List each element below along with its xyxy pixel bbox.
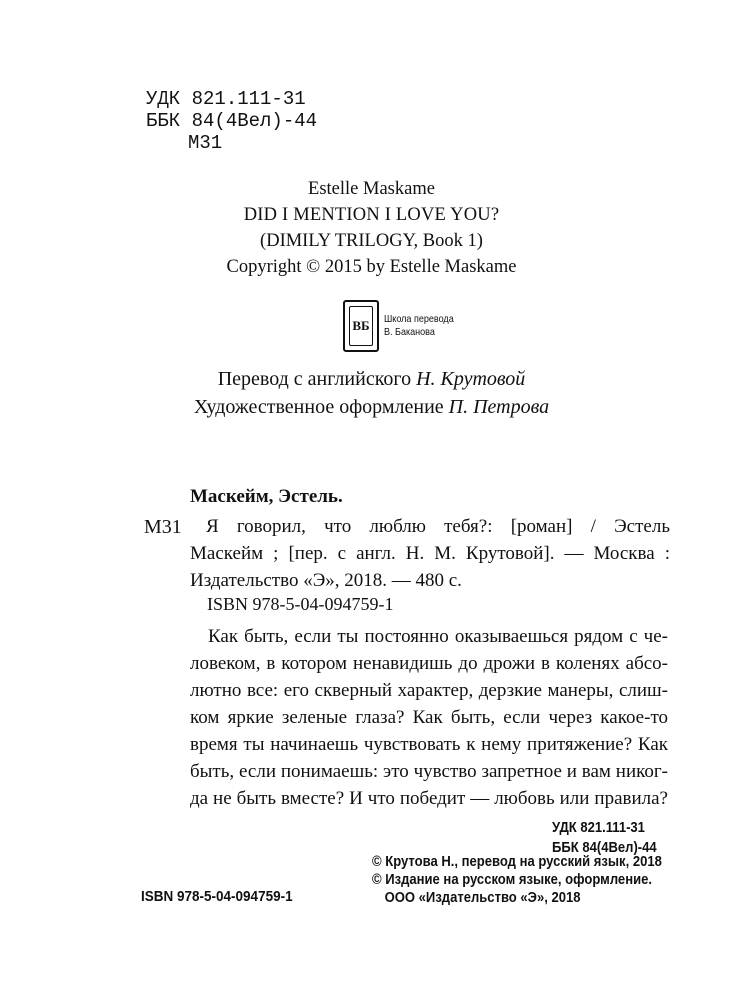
annotation (190, 623, 668, 812)
annotation-line: лютно все: его скверный характер, дерзкие манеры, слиш- (190, 680, 668, 701)
original-title: DID I MENTION I LOVE YOU? (243, 205, 500, 225)
translator-name: Н. Крутовой (416, 368, 526, 390)
design-credit: Художественное оформление П. Петрова (193, 396, 550, 418)
copyright-line-2: © Издание на русском языке, оформление. (372, 872, 652, 888)
footer-copyright (372, 853, 694, 907)
catalog-description (190, 513, 670, 594)
annotation-line: время ты начинаешь чувствовать к нему притяжение? Как (190, 734, 668, 755)
catalog-heading: Маскейм, Эстель. (190, 486, 343, 507)
annotation-line: да не быть вместе? И что победит — любовь или правила? (190, 788, 668, 809)
annotation-line: быть, если понимаешь: это чувство запретное и вам никог- (190, 761, 668, 782)
author-mark: М31 (188, 132, 223, 154)
catalog-line: Я говорил, что люблю тебя?: [роман] / Эстель (206, 516, 670, 537)
catalog-line: Издательство «Э», 2018. — 480 с. (190, 570, 462, 591)
classification-codes (146, 88, 317, 154)
translation-school-emblem-icon: ВБ (343, 300, 379, 352)
footer-isbn: ISBN 978-5-04-094759-1 (141, 888, 293, 905)
bottom-bbk: ББК 84(4Вел)-44 (551, 840, 657, 856)
bbk-code: ББК 84(4Вел)-44 (146, 110, 318, 132)
catalog-mark: М31 (144, 516, 182, 538)
logo-line-1: Школа перевода (384, 313, 454, 325)
annotation-line: ком яркие зеленые глаза? Как быть, если через какое-то (190, 707, 668, 728)
catalog-line: Маскейм ; [пер. с англ. Н. М. Крутовой]. — Москва : (190, 543, 670, 564)
bottom-udk: УДК 821.111-31 (551, 820, 645, 836)
bottom-classification-codes (552, 818, 668, 858)
original-copyright: Copyright © 2015 by Estelle Maskame (226, 257, 517, 277)
original-series: (DIMILY TRILOGY, Book 1) (260, 231, 483, 251)
designer-name: П. Петрова (448, 396, 550, 418)
copyright-line-1: © Крутова Н., перевод на русский язык, 2018 (372, 854, 662, 870)
annotation-line: ловеком, в котором ненавидишь до дрожи в коленях абсо- (190, 653, 668, 674)
catalog-isbn: ISBN 978-5-04-094759-1 (207, 594, 394, 614)
translation-credit: Перевод с английского Н. Крутовой (217, 368, 526, 390)
translation-school-logo (343, 300, 483, 356)
udk-code: УДК 821.111-31 (146, 88, 306, 110)
logo-text (384, 313, 454, 339)
original-author: Estelle Maskame (308, 179, 435, 199)
copyright-line-3: ООО «Издательство «Э», 2018 (384, 890, 581, 906)
annotation-line: Как быть, если ты постоянно оказываешься рядом с че- (208, 626, 668, 647)
logo-line-2: В. Баканова (384, 326, 435, 338)
